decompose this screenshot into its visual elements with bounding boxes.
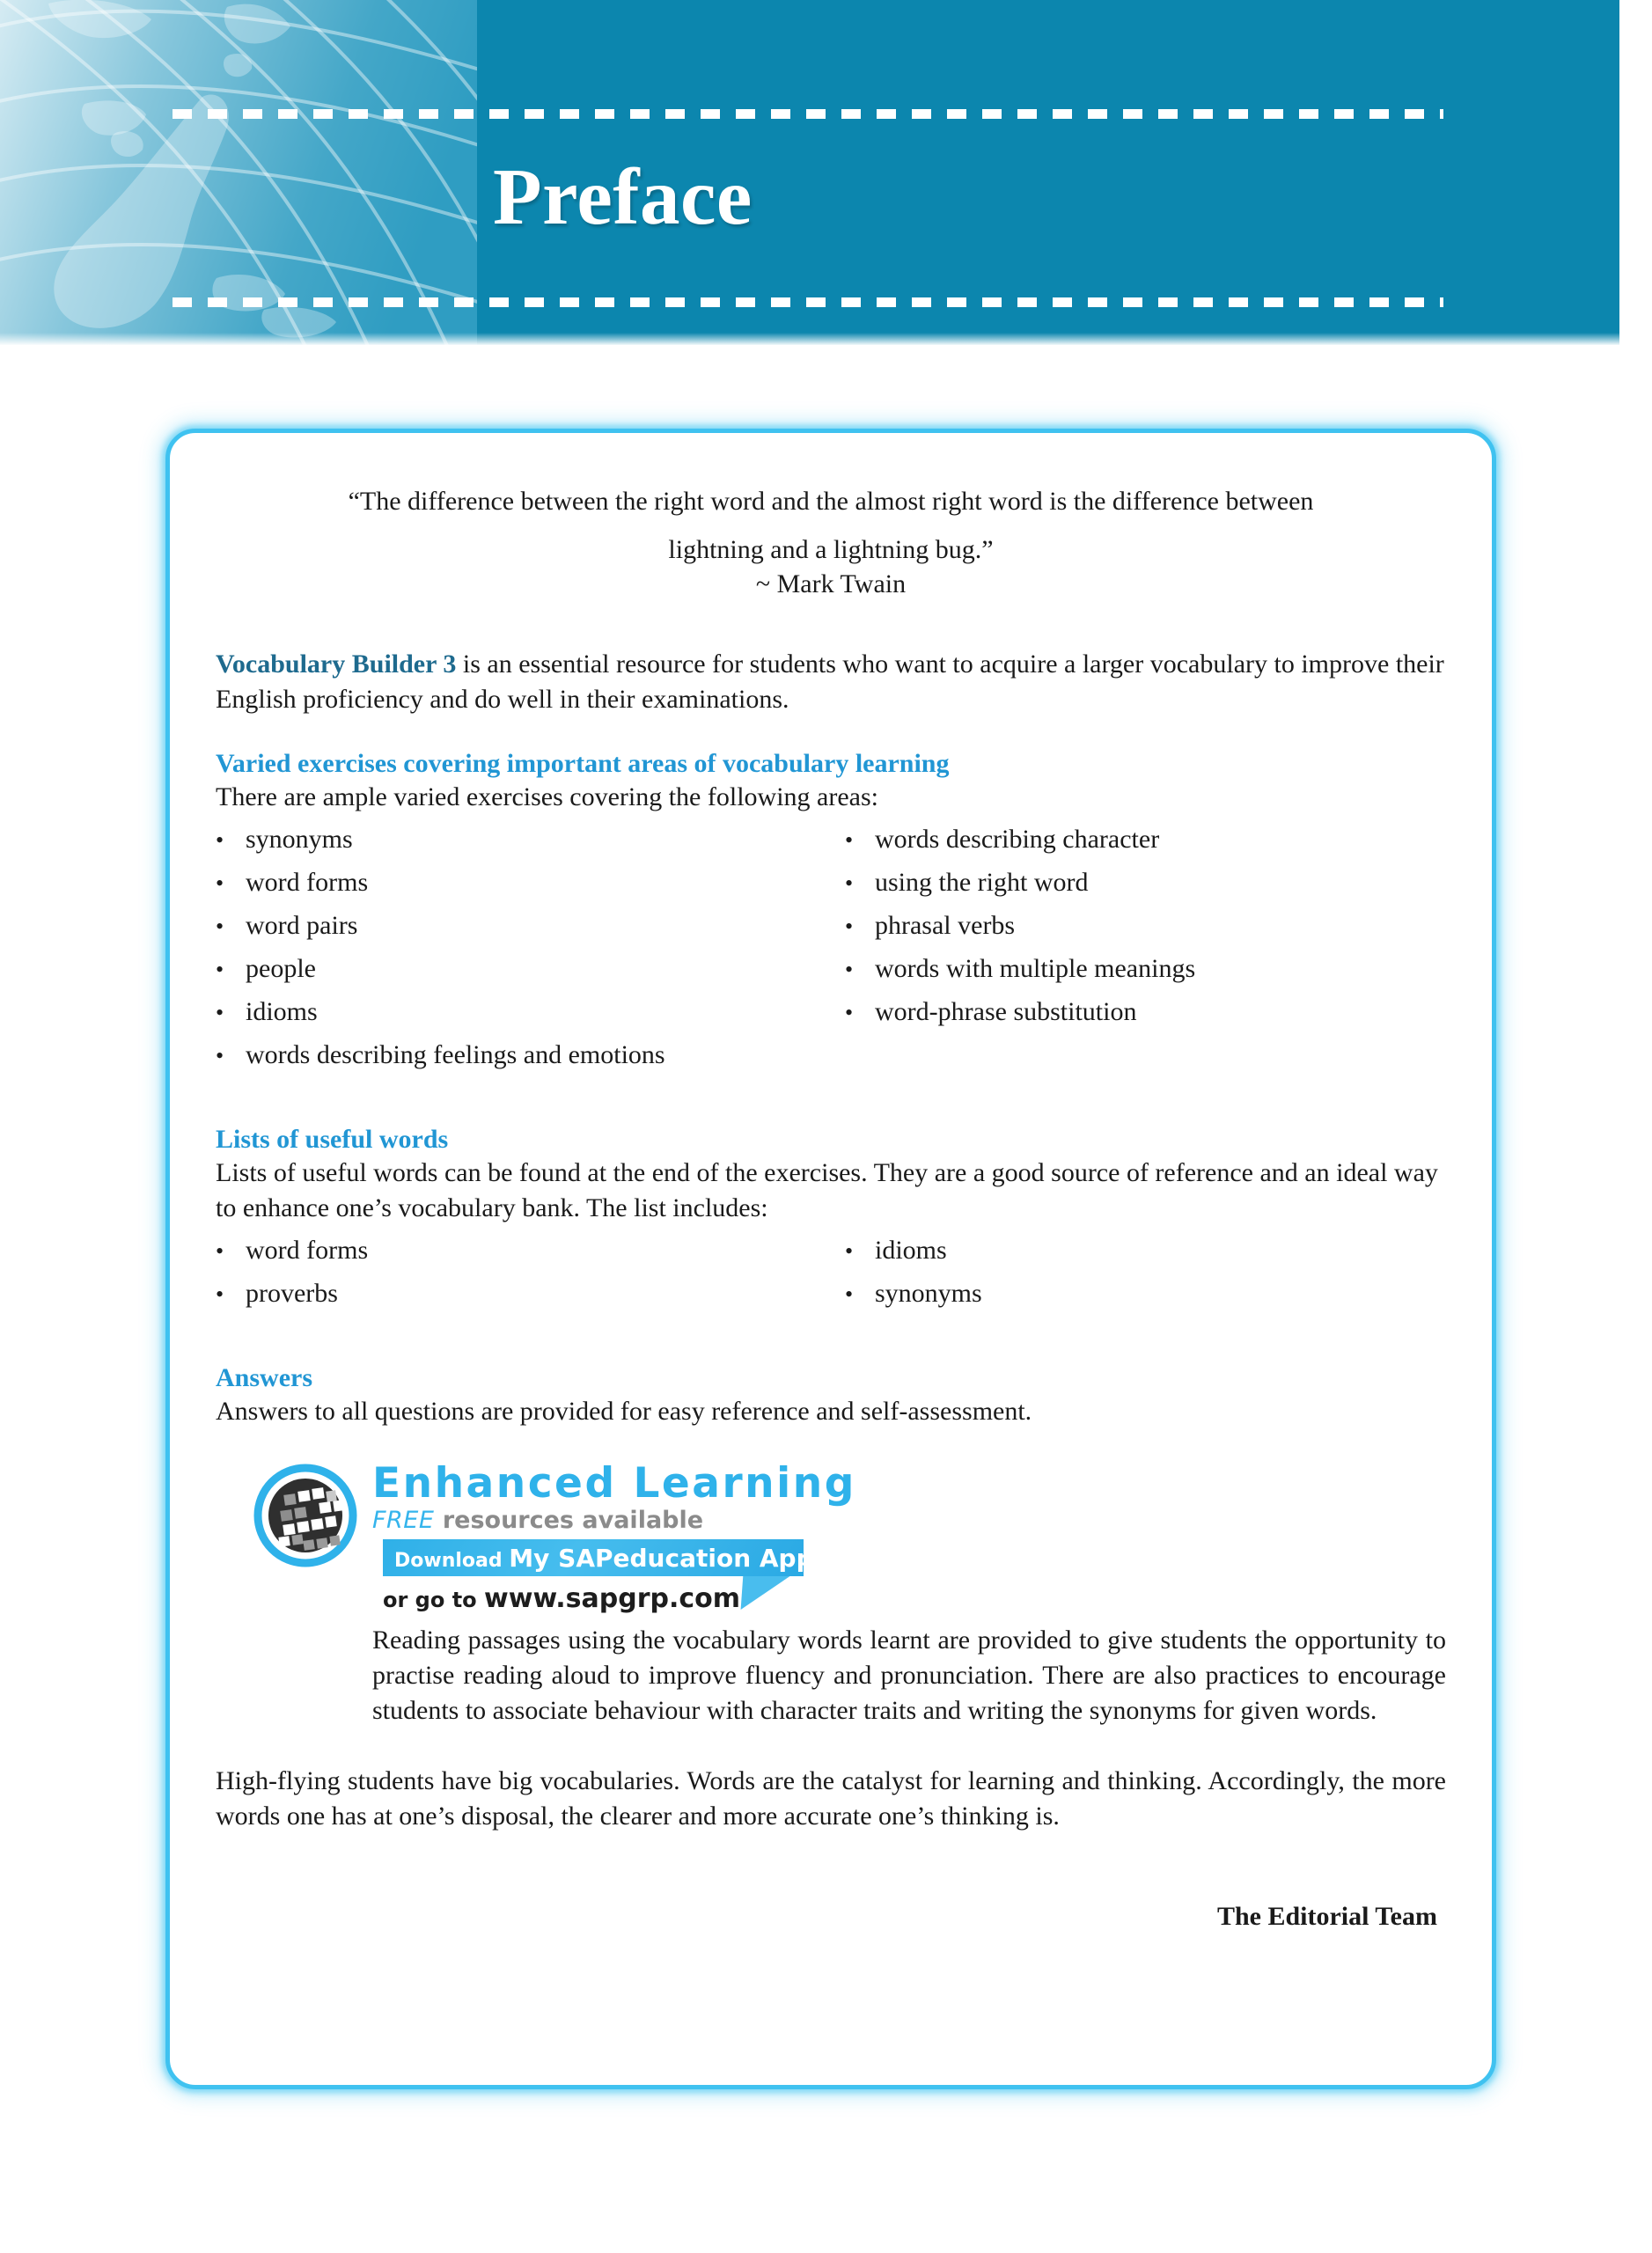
list-item-label: synonyms (246, 825, 353, 855)
list-item-label: word forms (246, 1235, 369, 1265)
list-item-label: words describing feelings and emotions (246, 1039, 665, 1069)
bullet-dot-icon: • (216, 870, 224, 897)
bullet-dot-icon: • (845, 1237, 854, 1264)
list-item (845, 1276, 1446, 1311)
enhanced-learning-subtitle (372, 1508, 1041, 1533)
app-name: My SAPeducation App (509, 1543, 814, 1573)
lists-bullets-right-column (831, 1233, 1446, 1319)
list-item (216, 1233, 831, 1268)
list-item-label: idioms (246, 996, 318, 1026)
list-item-label: people (246, 953, 316, 983)
list-item (216, 908, 831, 943)
lists-bullets (216, 1233, 1446, 1319)
enhanced-learning-badge (216, 1458, 1446, 1619)
bullet-dot-icon: • (845, 870, 854, 897)
download-banner-text (394, 1544, 877, 1573)
list-item-label: synonyms (875, 1278, 982, 1308)
list-item (845, 994, 1446, 1030)
preface-content-card (165, 429, 1496, 2089)
list-item-label: idioms (875, 1235, 947, 1265)
free-label: FREE (372, 1506, 435, 1534)
closing-paragraph: High-flying students have big vocabularies. Words are the catalyst for learning and thinking. Accordingly, the more words one has at one’s disposal, the clearer and more accurate one’s thinking is. (216, 1765, 1446, 1831)
list-item (845, 1233, 1446, 1268)
list-item (216, 1276, 831, 1311)
list-item (216, 865, 831, 900)
quote-line-1: “The difference between the right word and the almost right word is the difference between (348, 487, 1314, 516)
lists-intro-paragraph: Lists of useful words can be found at the end of the exercises. They are a good source of reference and an ideal way to enhance one’s vocabulary bank. The list includes: (216, 1158, 1438, 1222)
bullet-dot-icon: • (845, 1281, 854, 1307)
bullet-dot-icon: • (216, 956, 224, 982)
list-item-label: proverbs (246, 1278, 338, 1308)
globe-map-graphic (0, 0, 477, 345)
quote-attribution: ~ Mark Twain (755, 569, 907, 598)
varied-exercises-intro: There are ample varied exercises covering the following areas: (216, 782, 878, 812)
download-suffix: Now! (820, 1549, 877, 1572)
product-name: Vocabulary Builder 3 (216, 649, 457, 679)
list-item (216, 951, 831, 987)
app-download-banner[interactable] (383, 1539, 877, 1576)
section-heading-answers: Answers (216, 1362, 312, 1392)
page-title: Preface (493, 152, 753, 241)
bullet-dot-icon: • (216, 1281, 224, 1307)
section-heading-lists-of-useful-words: Lists of useful words (216, 1124, 449, 1154)
list-item (845, 908, 1446, 943)
list-item-label: using the right word (875, 868, 1089, 898)
bullet-dot-icon: • (845, 913, 854, 939)
bullet-dot-icon: • (216, 1237, 224, 1264)
enhanced-learning-title: Enhanced Learning (372, 1458, 856, 1508)
answers-paragraph: Answers to all questions are provided for easy reference and self-assessment. (216, 1397, 1032, 1427)
list-item (216, 1038, 1446, 1073)
bullet-dot-icon: • (216, 999, 224, 1025)
download-prefix: Download (394, 1549, 503, 1572)
varied-exercises-bullets (216, 822, 1446, 1072)
section-heading-varied-exercises: Varied exercises covering important areas of vocabulary learning (216, 748, 950, 778)
speech-bubble-tail-icon (741, 1574, 793, 1610)
website-url[interactable]: www.sapgrp.com (484, 1583, 741, 1615)
bullet-dot-icon: • (216, 913, 224, 939)
enhanced-learning-paragraph: Reading passages using the vocabulary words learnt are provided to give students the opportunity to practise reading aloud to improve fluency and pronunciation. There are also practices to encourage students to associate behaviour with character traits and writing the synonyms for given words. (372, 1625, 1446, 1725)
list-item-label: word pairs (246, 910, 358, 940)
bullet-dot-icon: • (216, 827, 224, 854)
varied-bullets-right-column (831, 822, 1446, 1037)
list-item (216, 994, 831, 1030)
list-item-label: words with multiple meanings (875, 953, 1196, 983)
intro-paragraph (216, 647, 1446, 717)
enhanced-learning-text-block (372, 1458, 1041, 1615)
list-item (845, 865, 1446, 900)
enhanced-learning-logo-icon (254, 1464, 356, 1567)
list-item-label: word forms (246, 868, 369, 898)
signature: The Editorial Team (1216, 1902, 1437, 1932)
goto-prefix-label: or go to (383, 1588, 477, 1613)
list-item (845, 951, 1446, 987)
lists-bullets-left-column (216, 1233, 831, 1319)
quote-line-2: lightning and a lightning bug.” (668, 535, 994, 564)
banner-bottom-fade (0, 333, 1619, 345)
varied-bullets-left-column (216, 822, 831, 1037)
website-line[interactable] (383, 1583, 1041, 1614)
intro-paragraph-rest: is an essential resource for students who want to acquire a larger vocabulary to improve their English proficiency and do well in their examinations. (216, 649, 1444, 714)
list-item-label: words describing character (875, 825, 1160, 855)
bullet-dot-icon: • (845, 999, 854, 1025)
bullet-dot-icon: • (845, 956, 854, 982)
header-dashed-rule-top (173, 109, 1443, 119)
header-dashed-rule-bottom (173, 297, 1443, 307)
list-item (216, 822, 831, 857)
list-item-label: phrasal verbs (875, 910, 1016, 940)
bullet-dot-icon: • (216, 1042, 224, 1068)
bullet-dot-icon: • (845, 827, 854, 854)
list-item-label: word-phrase substitution (875, 996, 1137, 1026)
resources-available-label: resources available (434, 1506, 704, 1534)
list-item (845, 822, 1446, 857)
page-header-banner (0, 0, 1619, 345)
